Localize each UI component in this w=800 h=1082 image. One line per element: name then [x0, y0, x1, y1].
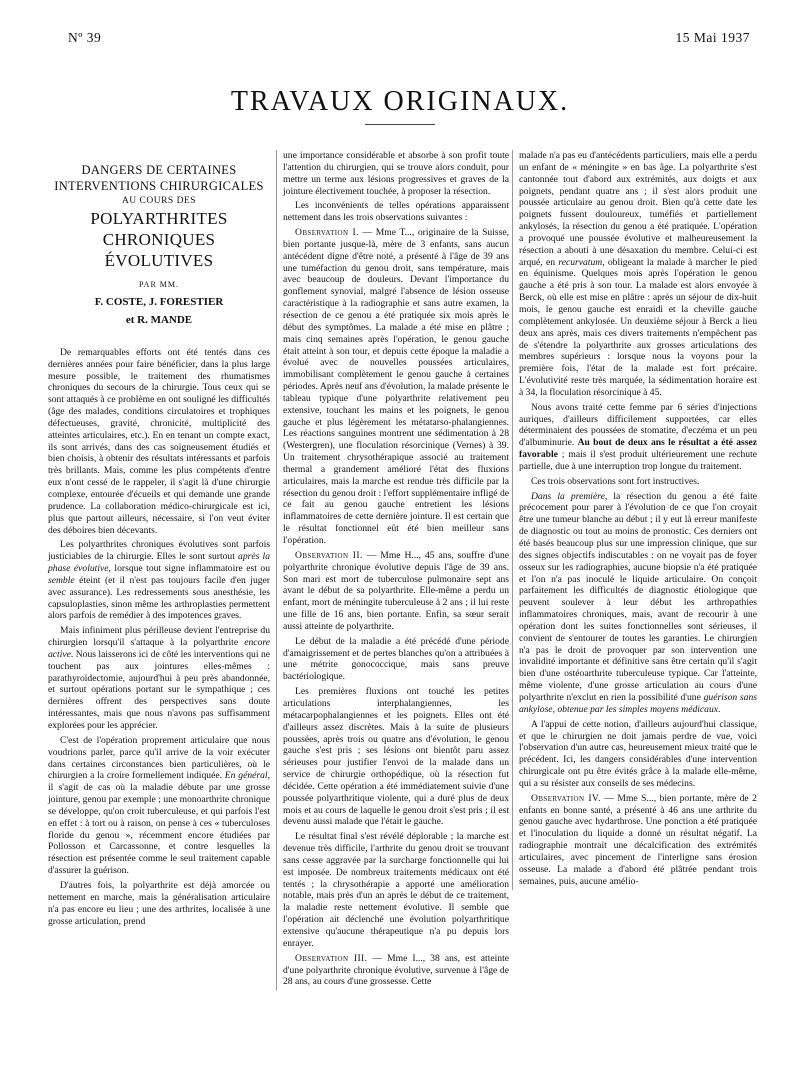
observation-label: Observation III.: [295, 952, 368, 964]
paragraph: Les inconvénients de telles opérations apparaissent nettement dans les trois observations suivantes :: [283, 200, 509, 224]
article-authors-2: et R. MANDE: [125, 313, 193, 326]
paragraph: une importance considérable et absorbe à son profit toute l'attention du chirurgien, qui se trouve alors conduit, pour mettre un terme aux lésions progressives et graves de la jointure électivement touchée, à proposer la résection.: [283, 150, 509, 197]
observation-2: Observation II. — Mme H..., 45 ans, souffre d'une polyarthrite chronique évolutive depuis l'âge de 39 ans. Son mari est mort de tuberculose pulmonaire sept ans avant le début de sa polyarthrite. Elle-même a perdu un enfant, mort de méningite tuberculeuse à 2 ans ; il lui reste une fille de 16 ans, bien portante. Enfin, sa sœur serait aussi atteinte de polyarthrite.: [283, 549, 510, 632]
paragraph: Les premières fluxions ont touché les petites articulations interphalangiennes, les métacarpophalangiennes et les poignets. Elles ont été d'ailleurs assez discrètes. Mais à la suite de plusieurs poussées, après trois ou quatre ans d'évolution, le genou gauche s'est pris ; ses lésions ont bientôt paru assez sérieuses pour justifier l'envoi de la malade dans un service de chirurgie orthopédique, où la résection fut décidée. Cette opération a été immédiatement suivie d'une poussée polyarthritique violente, qui a duré plus de deux mois et au cours de laquelle le genou droit s'est pris ; il est devenu aussi malade que l'était le gauche.: [283, 686, 509, 828]
column-3: [512, 150, 757, 890]
running-head: [68, 30, 750, 50]
article-title-line-2: INTERVENTIONS CHIRURGICALES: [54, 179, 264, 193]
paragraph: D'autres fois, la polyarthrite est déjà amorcée ou nettement en marche, mais la généralisation articulaire n'a pas encore eu lieu ; une des arthrites, localisée à une grosse articulation, prend: [48, 879, 270, 927]
issue-date: 15 Mai 1937: [675, 30, 750, 45]
article-par: PAR MM.: [138, 280, 180, 289]
issue-number: Nº 39: [68, 30, 102, 45]
section-rule: [365, 124, 435, 125]
observation-1: Observation I. — Mme T..., originaire de la Suisse, bien portante jusque-là, mère de 3 enfants, sans aucun antécédent digne d'être noté, a présenté à l'âge de 39 ans une tuméfaction du genou droit, sans température, mais avec beaucoup de douleurs. Devant l'importance du gonflement synovial, malgré l'absence de lésion osseuse caractéristique à la radiographie et sans autre examen, la résection de ce genou a été pratiquée six mois après le début des symptômes. La malade a été mise en plâtre ; mais cinq semaines après l'opération, le genou gauche était atteint à son tour, et depuis cette époque la maladie a évolué avec de nouvelles poussées articulaires, immobilisant complètement le genou gauche à certaines périodes. Après neuf ans d'évolution, la malade présente le tableau typique d'une polyarthrite relativement peu extensive, touchant les mains et les poignets, le genou gauche et plus légèrement les métatarso-phalangiennes. Les réactions sanguines montrent une sédimentation à 28 (Westergren), une floculation résorcinique (Vernes) à 39. Un traitement chrysothérapique associé au traitement thermal a grandement amélioré l'état des fluxions articulaires, mais la marche est rendue très difficile par la résection du genou droit : l'effort supplémentaire infligé de ce fait au genou gauche entretient les lésions inflammatoires de cette dernière jointure. Il est certain que le résultat fonctionnel eût été bien meilleur sans l'opération.: [283, 227, 509, 546]
paragraph: Les polyarthrites chroniques évolutives sont parfois justiciables de la chirurgie. Elles le sont surtout après la phase évolutive, lorsque tout signe inflammatoire est ou semble éteint (et il n'est pas toujours facile d'en juger avec assurance). Les redressements sous anesthésie, les capsuloplasties, sinon même les arthroplasties permettent alors parfois de remédier à des impotences graves.: [48, 539, 270, 622]
paragraph: De remarquables efforts ont été tentés dans ces dernières années pour faire bénéficier, dans la plus large mesure possible, le traitement des rhumatismes chroniques du secours de la chirurgie. Tous ceux qui se sont attaqués à ce problème en ont souligné les difficultés (âge des malades, conditions circulatoires et trophiques défectueuses, gravité, chronicité, multiplicité des atteintes articulaires, etc.). En en tenant un compte exact, ils sont arrivés, dans des cas soigneusement étudiés et bien choisis, à obtenir des résultats intéressants et parfois très brillants. Mais, comme les plus compétents d'entre eux n'ont cessé de le rappeler, il s'agit là d'une chirurgie complexe, entourée d'écueils et qui demande une grande prudence. La collaboration médico-chirurgicale est ici, plus que partout ailleurs, nécessaire, si l'on veut éviter des déboires bien décevants.: [48, 346, 270, 536]
paragraph: Dans la première, la résection du genou a été faite précocement pour parer à l'évolution de ce que l'on croyait être une tumeur blanche au début ; il y eut là erreur manifeste de diagnostic ou tout au moins de pronostic. Ces derniers ont été basés beaucoup plus sur une impression clinique, que sur des signes objectifs indiscutables : on ne voyait pas de foyer osseux sur les radiographies, aucune biopsie n'a été pratiquée et l'on n'a pas inoculé le liquide articulaire. On conçoit parfaitement les difficultés de diagnostic étiologique que peuvent soulever à leur début les arthropathies inflammatoires chroniques, mais, avant de recourir à une opération dont les suites fonctionnelles sont sérieuses, il convient de s'entourer de toutes les garanties. Le chirurgien n'a pas le droit de provoquer par son intervention une invalidité importante et définitive sans être certain qu'il s'agit bien d'une ostéoarthrite tuberculeuse typique. Car l'atteinte, même violente, d'une grosse articulation au cours d'une polyarthrite n'exclut en rien la possibilité d'une guérison sans ankylose, obtenue par les simples moyens médicaux.: [519, 490, 758, 715]
observation-label: Observation I.: [295, 227, 359, 239]
article-title-line-1: DANGERS DE CERTAINES: [81, 163, 237, 177]
article-title-line-5: ÉVOLUTIVES: [104, 251, 214, 270]
paragraph: Mais infiniment plus périlleuse devient l'entreprise du chirurgien lorsqu'il s'attaque à la polyarthrite encore active. Nous laisserons ici de côté les interventions qui ne touchent pas aux jointures elles-mêmes : parathyroïdectomie, aujourd'hui à peu près abandonnée, et surtout opérations portant sur le sympathique ; ces dernières offrent des perspectives sans doute intéressantes, mais que nous n'avons pas suffisamment explorées pour les apprécier.: [48, 625, 270, 731]
article-title-line-3: AU COURS DES: [121, 196, 197, 206]
paragraph: Nous avons traité cette femme par 6 séries d'injections auriques, d'ailleurs difficilement supportées, car elles déterminaient des poussées de stomatite, d'eczéma et un peu d'albuminurie. Au bout de deux ans le résultat a été assez favorable ; mais il s'est produit ultérieurement une rechute partielle, due à une interruption trop longue du traitement.: [519, 401, 757, 472]
paragraph: Le résultat final s'est révélé déplorable ; la marche est devenue très difficile, l'arthrite du genou droit se trouvant sans cesse aggravée par la surcharge fonctionnelle qui lui est imposée. De nombreux traitements médicaux ont été tentés ; la chrysothérapie a apporté une amélioration notable, mais près d'un an après le début de ce traitement, la maladie reste nettement évolutive. Il semble que l'opération ait déclenché une évolution polyarthritique extensive qu'aucune thérapeutique n'a pu depuis lors enrayer.: [283, 831, 509, 949]
section-title: TRAVAUX ORIGINAUX.: [230, 86, 570, 117]
article-authors-1: F. COSTE, J. FORESTIER: [94, 295, 224, 308]
observation-3: Observation III. — Mme I..., 38 ans, est atteinte d'une polyarthrite chronique évolutive, survenue à l'âge de 28 ans, au cours d'une grossesse. Cette: [283, 952, 510, 988]
column-2: [276, 150, 509, 991]
paragraph: Ces trois observations sont fort instructives.: [531, 475, 700, 487]
paragraph: C'est de l'opération proprement articulaire que nous voudrions parler, parce qu'il arrive de la voir exécuter dans certaines circonstances bien particulières, où le chirurgien a la croire formellement indiquée. En général, il s'agit de cas où la maladie débute par une grosse jointure, genou par exemple ; une monoarthrite chronique se développe, qu'on croit tuberculeuse, et qui parfois l'est en effet : à tort ou à raison, on pense à ces « tuberculoses floride du genou », récemment encore étudiées par Pollosson et Carcassonne, et contre lesquelles la résection est présentée comme le seul traitement capable d'assurer la guérison.: [48, 734, 270, 877]
paragraph: A l'appui de cette notion, d'ailleurs aujourd'hui classique, et que le chirurgien ne doit jamais perdre de vue, voici l'observation d'un autre cas, heureusement mieux traité que le précédent. Ici, les dangers considérables d'une intervention chirurgicale ont pu être évités grâce à la malade elle-même, qui a su résister aux conseils de ses médecins.: [519, 718, 757, 789]
article-title-block: [48, 162, 270, 327]
observation-label: Observation IV.: [531, 792, 601, 804]
article-title-line-4: POLYARTHRITES CHRONIQUES: [90, 209, 228, 249]
paragraph: Le début de la maladie a été précédé d'une période d'amaigrissement et de pertes blanches qu'on a attribuées à une métrite gonococcique, mais sans preuve bactériologique.: [283, 635, 509, 683]
column-1: [48, 150, 270, 930]
observation-4: Observation IV. — Mme S..., bien portante, mère de 2 enfants en bonne santé, a présenté à 46 ans une arthrite du genou gauche avec hydarthrose. Une ponction a été pratiquée et l'inoculation du liquide a donné un résultat négatif. La radiographie montrait une décalcification des extrémités articulaires, avec pincement de l'interligne sans érosion osseuse. La malade a d'abord été plâtrée pendant trois semaines, puis, aucune amélio-: [519, 792, 757, 887]
observation-label: Observation II.: [295, 549, 363, 561]
paragraph: malade n'a pas eu d'antécédents particuliers, mais elle a perdu un enfant de « méningite » en bas âge. La polyarthrite s'est cantonnée tout d'abord aux extrémités, aux doigts et aux poignets, pendant quatre ans ; il s'est alors produit une poussée articulaire au genou droit. Bien qu'à cette date les poignets fussent douloureux, tuméfiés et partiellement ankylosés, la résection du genou a été pratiquée. L'opération a provoqué une poussée évolutive et malheureusement la résection a abouti à une désaxation du membre. Celui-ci est arqué, en recurvatum, obligeant la malade à marcher le pied en équinisme. Quelques mois après l'opération le genou gauche a été pris à son tour. La malade est alors envoyée à Berck, où elle est mise en plâtre : après un séjour de dix-huit mois, le genou gauche est enraidi et la cheville gauche complètement ankylosée. Un deuxième séjour à Berck a lieu deux ans après, mais ces divers traitements n'empêchent pas de s'étendre la polyarthrite aux grosses articulations des membres supérieurs : lorsque nous la voyons pour la première fois, l'état de la malade est fort précaire. L'évolutivité reste très marquée, la sédimentation horaire est à 34, la floculation résorcinique à 45.: [519, 150, 757, 398]
